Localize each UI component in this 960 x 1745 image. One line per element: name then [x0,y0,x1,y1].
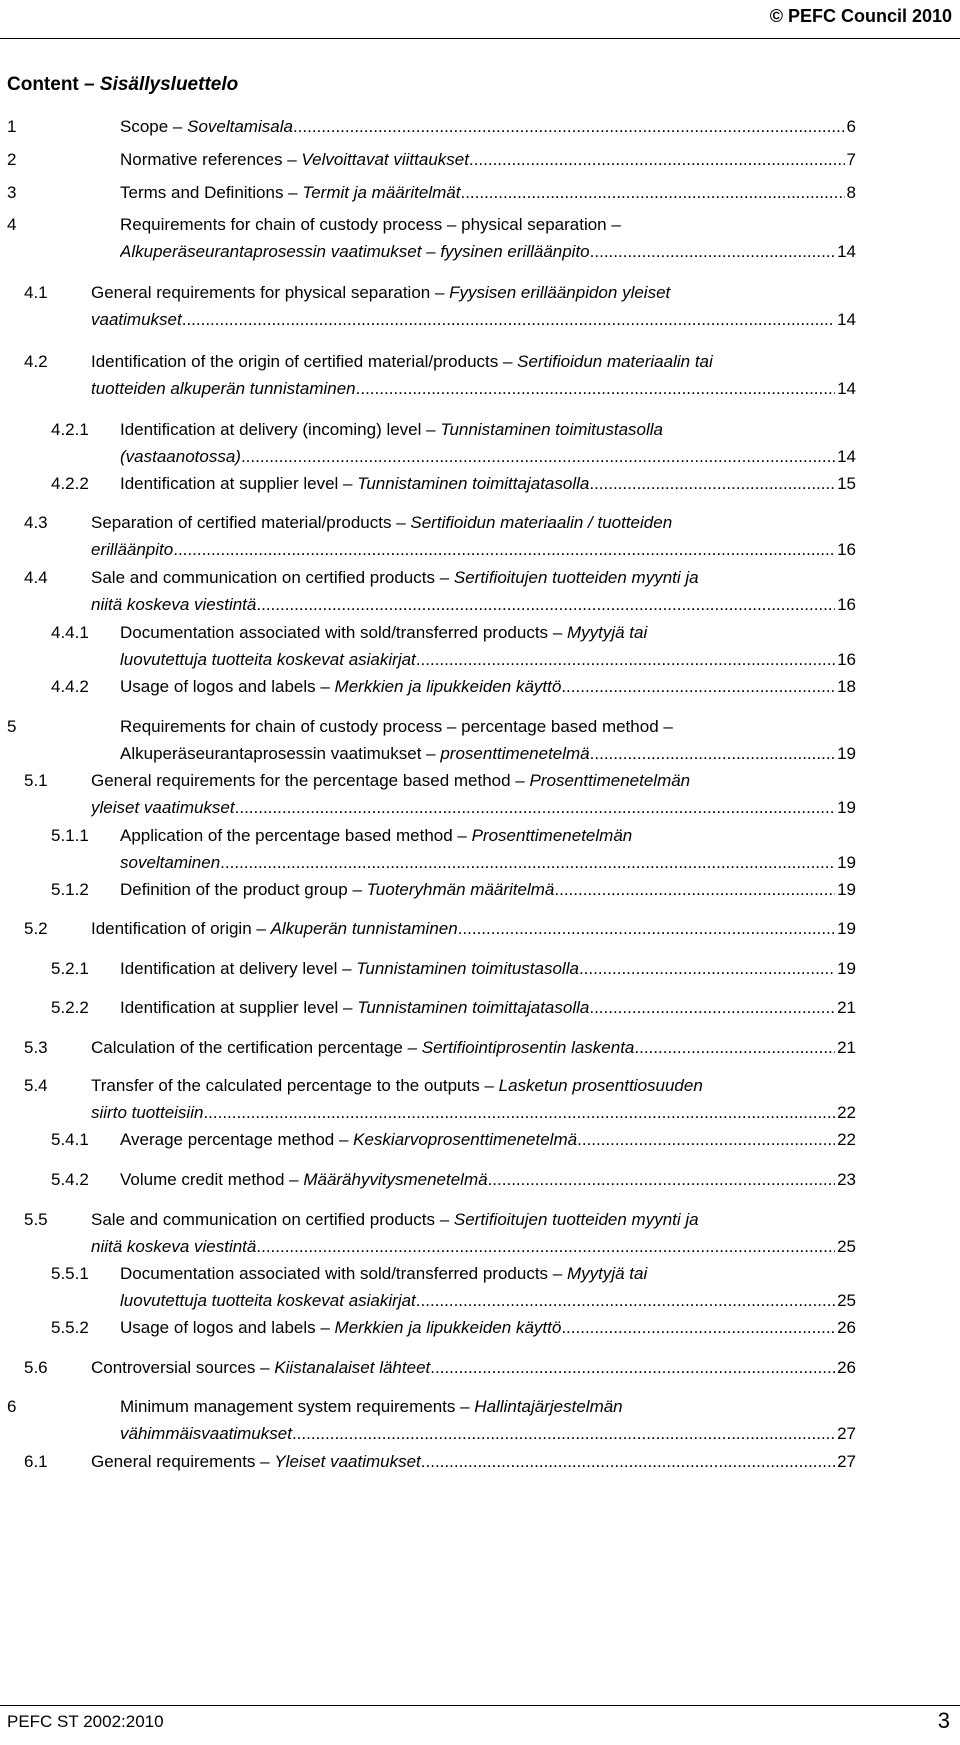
toc-title [120,673,856,700]
dot-leader [589,470,835,497]
toc-label [91,1076,703,1095]
toc-title-fi: siirto tuotteisiin [91,1103,204,1122]
dot-leader [292,1420,835,1447]
toc-page-number: 19 [837,744,856,763]
toc-label [120,179,460,206]
dot-leader [416,646,835,673]
toc-title [120,146,856,173]
toc-page-number: 14 [837,310,856,329]
toc-page-number: 15 [837,474,856,493]
toc-number: 5.5.1 [51,1264,89,1283]
toc-title-line [91,1233,856,1260]
toc-page-number: 21 [837,998,856,1017]
toc-label [120,849,220,876]
toc-title-fi: Soveltamisala [187,117,293,136]
toc-label [120,470,589,497]
toc-title-fi: soveltaminen [120,853,221,872]
toc-title-en: Minimum management system requirements – [120,1397,475,1416]
toc-title-fi: Sertifioidun materiaalin / tuotteiden [410,513,673,532]
toc-title [120,876,856,903]
toc-page-number: 16 [837,540,856,559]
dot-leader [561,1314,835,1341]
toc-page-number: 14 [837,242,856,261]
toc-title-fi: Prosenttimenetelmän [529,771,691,790]
toc-title-line [91,348,856,375]
title-fi: Sisällysluettelo [99,74,239,95]
dot-leader [634,1034,835,1061]
toc-label [91,1448,421,1475]
toc-title-fi: Sertifioitujen tuotteiden myynti ja [453,1210,699,1229]
toc-title-line [120,1260,856,1287]
toc-title-line [120,1126,856,1153]
toc-title-en: General requirements – [91,1452,275,1471]
toc-page-number: 7 [846,150,856,169]
dot-leader [430,1354,835,1381]
toc-number: 4.3 [24,513,48,532]
toc-page-number: 22 [837,1103,856,1122]
toc-title-line [120,238,856,265]
toc-title [120,211,856,265]
toc-page-number: 27 [837,1452,856,1471]
toc-label [91,1210,699,1229]
toc-title-fi: (vastaanotossa) [120,447,241,466]
toc-title [91,509,856,563]
toc-title-fi: tuotteiden alkuperän tunnistaminen [91,379,356,398]
toc-title-en: Volume credit method – [120,1170,304,1189]
toc-number: 4.2.1 [51,420,89,439]
toc-title [120,1260,856,1314]
toc-title-line [120,619,856,646]
toc-page-number: 18 [837,677,856,696]
toc-title [91,915,856,942]
toc-title-en: Alkuperäseurantaprosessin vaatimukset – [120,744,441,763]
toc-number: 4.4.1 [51,623,89,642]
toc-title-fi: Myytyjä tai [566,1264,648,1283]
dot-leader [235,794,835,821]
toc-title-line [120,849,856,876]
toc-label [120,420,663,439]
toc-number: 2 [7,150,17,169]
toc-title-fi: yleiset vaatimukset [91,798,235,817]
toc-page-number: 22 [837,1130,856,1149]
toc-title-en: Identification of origin – [91,919,271,938]
dot-leader [182,306,835,333]
toc-number: 1 [7,117,17,136]
toc-title-line [120,822,856,849]
dot-leader [554,876,835,903]
toc-title-fi: niitä koskeva viestintä [91,595,257,614]
toc-label [120,113,293,140]
toc-title-en: Usage of logos and labels – [120,677,335,696]
toc-title-en: Terms and Definitions – [120,183,303,202]
toc-label [91,915,458,942]
toc-title-fi: Prosenttimenetelmän [471,826,633,845]
toc-title [120,1166,856,1193]
dot-leader [416,1287,835,1314]
toc-title-line [120,1393,856,1420]
dot-leader [577,1126,835,1153]
toc-label [120,994,589,1021]
toc-page-number: 23 [837,1170,856,1189]
toc-title [91,564,856,618]
header-rule [0,38,960,39]
dot-leader [421,1448,835,1475]
page-number: 3 [937,1708,950,1733]
toc-title-en: Identification of the origin of certified material/products – [91,352,518,371]
toc-title-en: Requirements for chain of custody process – percentage based method – [120,717,673,736]
toc-title-en: Identification at delivery (incoming) level – [120,420,441,439]
toc-title-line [91,794,856,821]
toc-title [120,1314,856,1341]
toc-number: 4.2 [24,352,48,371]
toc-title-en: Calculation of the certification percentage – [91,1038,422,1057]
toc-page-number: 19 [837,798,856,817]
toc-title-line [91,375,856,402]
toc-title-en: Transfer of the calculated percentage to the outputs – [91,1076,499,1095]
toc-title-en: Identification at supplier level – [120,474,358,493]
toc-title-line [91,1206,856,1233]
toc-label [120,623,647,642]
toc-title-line [120,211,856,238]
toc-title [91,1072,856,1126]
dot-leader [173,536,835,563]
title-en: Content [7,74,79,95]
toc-title-en: Sale and communication on certified products – [91,1210,454,1229]
toc-page-number: 21 [837,1038,856,1057]
toc-title-fi: Tunnistaminen toimitustasolla [356,959,579,978]
toc-label [120,1314,561,1341]
toc-title [120,1126,856,1153]
toc-number: 5.3 [24,1038,48,1057]
toc-title [120,113,856,140]
toc-title-line [120,876,856,903]
toc-page-number: 26 [837,1318,856,1337]
toc-page-number: 8 [846,183,856,202]
toc-number: 5.4.2 [51,1170,89,1189]
toc-title-en: Requirements for chain of custody process – physical separation – [120,215,621,234]
toc-title-line [120,673,856,700]
toc-title-line [91,767,856,794]
toc-label [91,568,699,587]
dot-leader [241,443,835,470]
toc-title-fi: vaatimukset [91,310,182,329]
toc-title-fi: erilläänpito [91,540,174,559]
toc-label [120,146,469,173]
toc-title-fi: Tunnistaminen toimittajatasolla [357,474,590,493]
toc-label [91,1233,256,1260]
toc-page-number: 19 [837,959,856,978]
toc-title-en: Scope – [120,117,188,136]
toc-number: 5.4 [24,1076,48,1095]
dot-leader [220,849,835,876]
toc-title-line [120,470,856,497]
toc-title-fi: Tuoteryhmän määritelmä [366,880,555,899]
toc-number: 5.1.2 [51,880,89,899]
toc-page-number: 25 [837,1291,856,1310]
toc-number: 6 [7,1397,17,1416]
toc-title-line [120,113,856,140]
toc-label [120,1287,416,1314]
toc-title [91,348,856,402]
toc-title [120,994,856,1021]
toc-title-line [91,915,856,942]
toc-title-line [120,1420,856,1447]
title-dash: – [78,74,100,95]
toc-label [120,717,673,736]
toc-title-fi: Alkuperäseurantaprosessin vaatimukset – fyysinen erilläänpito [120,242,590,261]
toc-title-fi: Alkuperän tunnistaminen [270,919,458,938]
toc-title-line [91,1099,856,1126]
toc-label [120,1420,292,1447]
toc-title-line [91,564,856,591]
toc-title-fi: Hallintajärjestelmän [474,1397,623,1416]
toc-title-fi: Sertifiointiprosentin laskenta [421,1038,635,1057]
toc-title-fi: Sertifioitujen tuotteiden myynti ja [453,568,699,587]
toc-number: 5.5.2 [51,1318,89,1337]
dot-leader [293,113,845,140]
toc-title-en: General requirements for the percentage based method – [91,771,530,790]
toc-number: 5.2.2 [51,998,89,1017]
dot-leader [590,238,835,265]
toc-page-number: 19 [837,880,856,899]
toc-number: 5.1 [24,771,48,790]
toc-title-line [91,536,856,563]
toc-number: 5.1.1 [51,826,89,845]
toc-label [120,1126,577,1153]
toc-title-line [120,443,856,470]
toc-title [120,179,856,206]
toc-label [120,1166,488,1193]
toc-title [120,1393,856,1447]
dot-leader [256,591,835,618]
dot-leader [561,673,835,700]
toc-title-line [91,509,856,536]
dot-leader [579,955,835,982]
toc-title-fi: Merkkien ja lipukkeiden käyttö [334,1318,562,1337]
toc-title-en: Documentation associated with sold/transferred products – [120,1264,567,1283]
toc-number: 5.4.1 [51,1130,89,1149]
toc-label [120,1397,623,1416]
toc-title-en: Usage of logos and labels – [120,1318,335,1337]
toc-number: 5.2.1 [51,959,89,978]
toc-title-line [120,146,856,173]
toc-page-number: 14 [837,447,856,466]
toc-page-number: 27 [837,1424,856,1443]
toc-title [120,955,856,982]
toc-label [91,1034,634,1061]
toc-label [91,513,672,532]
toc-title-line [120,1314,856,1341]
toc-title-line [120,994,856,1021]
toc-title-line [91,1034,856,1061]
dot-leader [458,915,835,942]
copyright-header: © PEFC Council 2010 [769,6,952,26]
toc-title [120,822,856,876]
toc-title [91,1448,856,1475]
toc-number: 4.2.2 [51,474,89,493]
toc-title [91,1354,856,1381]
toc-title-en: Documentation associated with sold/transferred products – [120,623,567,642]
toc-number: 5.5 [24,1210,48,1229]
toc-label [91,794,235,821]
toc-title [91,279,856,333]
toc-title-line [120,740,856,767]
toc-title-fi: Sertifioidun materiaalin tai [517,352,713,371]
toc-title-fi: niitä koskeva viestintä [91,1237,257,1256]
toc-title [120,619,856,673]
toc-label [91,375,356,402]
dot-leader [590,740,835,767]
toc-title-en: Controversial sources – [91,1358,275,1377]
toc-title-fi: prosenttimenetelmä [440,744,590,763]
toc-title-fi: luovutettuja tuotteita koskevat asiakirjat [120,1291,416,1310]
toc-page-number: 16 [837,595,856,614]
toc-title-line [120,1287,856,1314]
toc-label [120,215,621,234]
toc-title-en: Separation of certified material/products – [91,513,411,532]
dot-leader [589,994,835,1021]
toc-label [120,955,579,982]
toc-title-fi: Määrähyvitysmenetelmä [303,1170,488,1189]
toc-title-line [120,179,856,206]
toc-title-en: General requirements for physical separation – [91,283,450,302]
toc-page-number: 19 [837,853,856,872]
toc-label [91,591,256,618]
toc-page-number: 14 [837,379,856,398]
toc-title-fi: vähimmäisvaatimukset [120,1424,292,1443]
toc-title-line [120,416,856,443]
toc-title-line [91,1354,856,1381]
toc-title-fi: Yleiset vaatimukset [274,1452,421,1471]
toc-title-line [120,713,856,740]
toc-label [91,1354,430,1381]
toc-title-line [120,646,856,673]
toc-title [91,767,856,821]
toc-label [120,876,554,903]
toc-title-en: Identification at delivery level – [120,959,357,978]
toc-title-line [91,591,856,618]
toc-title-fi: Merkkien ja lipukkeiden käyttö [334,677,562,696]
toc-number: 5 [7,717,17,736]
toc-page-number: 6 [846,117,856,136]
toc-number: 4 [7,215,17,234]
toc-title-en: Normative references – [120,150,302,169]
toc-label [120,740,590,767]
toc-title [120,713,856,767]
toc-title-fi: Keskiarvoprosenttimenetelmä [353,1130,578,1149]
toc-title-en: Application of the percentage based method – [120,826,472,845]
toc-label [120,646,416,673]
toc-title-line [120,1166,856,1193]
dot-leader [203,1099,835,1126]
toc-label [91,536,173,563]
toc-page-number: 19 [837,919,856,938]
toc-title-en: Definition of the product group – [120,880,367,899]
toc-label [120,443,241,470]
dot-leader [460,179,844,206]
toc-label [91,1099,203,1126]
toc-title-fi: Velvoittavat viittaukset [301,150,469,169]
toc-number: 4.4.2 [51,677,89,696]
toc-title-fi: Myytyjä tai [566,623,648,642]
toc-title-fi: Termit ja määritelmät [302,183,461,202]
toc-number: 4.4 [24,568,48,587]
toc-page-number: 16 [837,650,856,669]
toc-title-line [91,279,856,306]
toc-number: 4.1 [24,283,48,302]
toc-title-fi: Lasketun prosenttiosuuden [498,1076,703,1095]
toc-title-en: Average percentage method – [120,1130,354,1149]
document-id: PEFC ST 2002:2010 [7,1712,164,1731]
dot-leader [356,375,835,402]
toc-title [91,1206,856,1260]
toc-title-en: Identification at supplier level – [120,998,358,1017]
toc-title-fi: luovutettuja tuotteita koskevat asiakirjat [120,650,416,669]
page-title [7,74,238,96]
dot-leader [256,1233,835,1260]
toc-title-fi: Kiistanalaiset lähteet [274,1358,431,1377]
toc-title [120,470,856,497]
toc-page-number: 25 [837,1237,856,1256]
toc-label [120,673,561,700]
toc-number: 3 [7,183,17,202]
toc-title-fi: Tunnistaminen toimitustasolla [440,420,664,439]
toc-title-line [120,955,856,982]
toc-label [120,1264,647,1283]
toc-label [91,352,713,371]
toc-title-line [91,306,856,333]
toc-number: 5.2 [24,919,48,938]
toc-label [91,771,690,790]
toc-title [120,416,856,470]
toc-title [91,1034,856,1061]
toc-number: 6.1 [24,1452,48,1471]
footer-rule [0,1705,960,1706]
toc-label [91,306,182,333]
dot-leader [488,1166,836,1193]
toc-number: 5.6 [24,1358,48,1377]
toc-title-line [91,1072,856,1099]
toc-title-line [91,1448,856,1475]
toc-title-en: Sale and communication on certified products – [91,568,454,587]
toc-title-fi: Fyysisen erilläänpidon yleiset [449,283,671,302]
toc-page-number: 26 [837,1358,856,1377]
toc-label [91,283,670,302]
toc-label [120,826,632,845]
dot-leader [469,146,845,173]
toc-label [120,238,590,265]
toc-title-fi: Tunnistaminen toimittajatasolla [357,998,590,1017]
